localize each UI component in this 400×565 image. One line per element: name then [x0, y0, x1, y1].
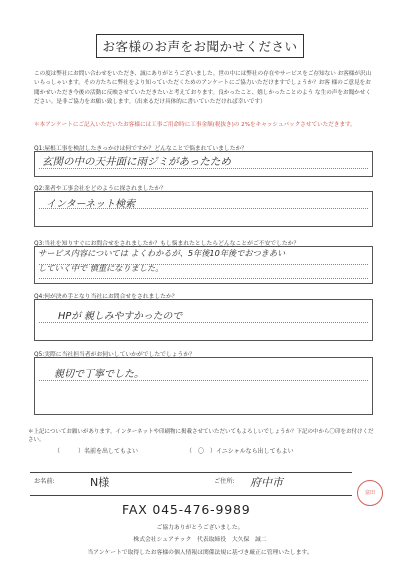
question-4-label: Q4:何が決め手となり当社にお問合せをされましたか？: [34, 294, 178, 300]
question-5-label: Q5:実際に当社担当者がお伺いしていかがでしたでしょうか？: [34, 352, 195, 358]
seal-stamp: 富田: [357, 480, 383, 506]
option-full-name[interactable]: （ ）名前を出してもよい: [54, 448, 139, 455]
question-3-label: Q3:当社を知りすぐにお問合せをされましたか？もし悩まれたとしたらどんなことがご不安でしたか？: [34, 241, 300, 247]
company-name: 株式会社シェアテック 代表取締役 大久保 誠二: [133, 537, 267, 543]
question-1-answer: 玄関の中の天井面に雨ジミがあったため: [42, 156, 231, 168]
thanks-text: ご協力ありがとうございました。: [156, 525, 244, 531]
address-value: 府中市: [250, 476, 283, 489]
page-title: お客様のお声をお聞かせください: [96, 34, 304, 58]
question-5-answer: 親切で丁寧でした。: [54, 369, 144, 380]
option-initials-mark: 〇: [198, 448, 205, 455]
question-2-answer: インターネット検索: [46, 199, 136, 210]
question-1-label: Q1:屋根工事を検討したきっかけは何ですか？どんなことで悩まれていましたか？: [34, 146, 248, 152]
option-initials-label: イニシャルなら出してもよい: [216, 448, 294, 455]
question-3-answer-line-1: サービス内容については よくわかるが、5年後10年後でおつきあい: [38, 248, 286, 258]
option-full-name-label: 名前を出してもよい: [84, 448, 139, 455]
privacy-note: 当アンケートで取得したお客様の個人情報は関係法規に基づき厳正に管理いたします。: [87, 550, 313, 556]
name-value: N様: [90, 476, 110, 489]
name-address-row: [30, 472, 352, 496]
option-initials[interactable]: （ 〇 ）イニシャルなら出してもよい: [186, 448, 294, 455]
name-label: お名前:: [34, 478, 55, 485]
fax-number: FAX 045-476-9989: [122, 502, 251, 517]
intro-text: この度は弊社にお問い合わせをいただき、誠にありがとうございました。世の中には弊社の存在やサービスをご存知ない お客様が沢山いらっしゃいます。その方たちに弊社をより知っていただくためのアンケートにご協力いただけますでしょうか？お客 様のご意見をお聞かせいただき今後の活動に反映させていただきたいと考えております。良かったこと、嬉しかったことのよう な生の声をお聞かせください。是非ご協力をお願い致します。（出来るだけ具体的に書いていただければ幸いです）: [34, 71, 372, 105]
cashback-note: ＊本アンケートにご記入いただいたお客様には工事ご用命時に工事金額(税抜き)の 2%をキャッシュバックさせていただきます。: [34, 122, 356, 128]
consent-text: ＊上記についてお願いがあります。インターネットや印刷物に掲載させていただいてもよろしいでしょうか？下記の中から〇印をお付けください。: [28, 429, 374, 443]
question-3-answer-line-2: していく中で 慎重になりました。: [38, 263, 164, 273]
question-4-answer: HPが 親しみやすかったので: [58, 311, 183, 322]
question-2-label: Q2:業者や工事会社をどのように探されましたか？: [34, 186, 166, 192]
address-label: ご住所:: [214, 478, 235, 485]
